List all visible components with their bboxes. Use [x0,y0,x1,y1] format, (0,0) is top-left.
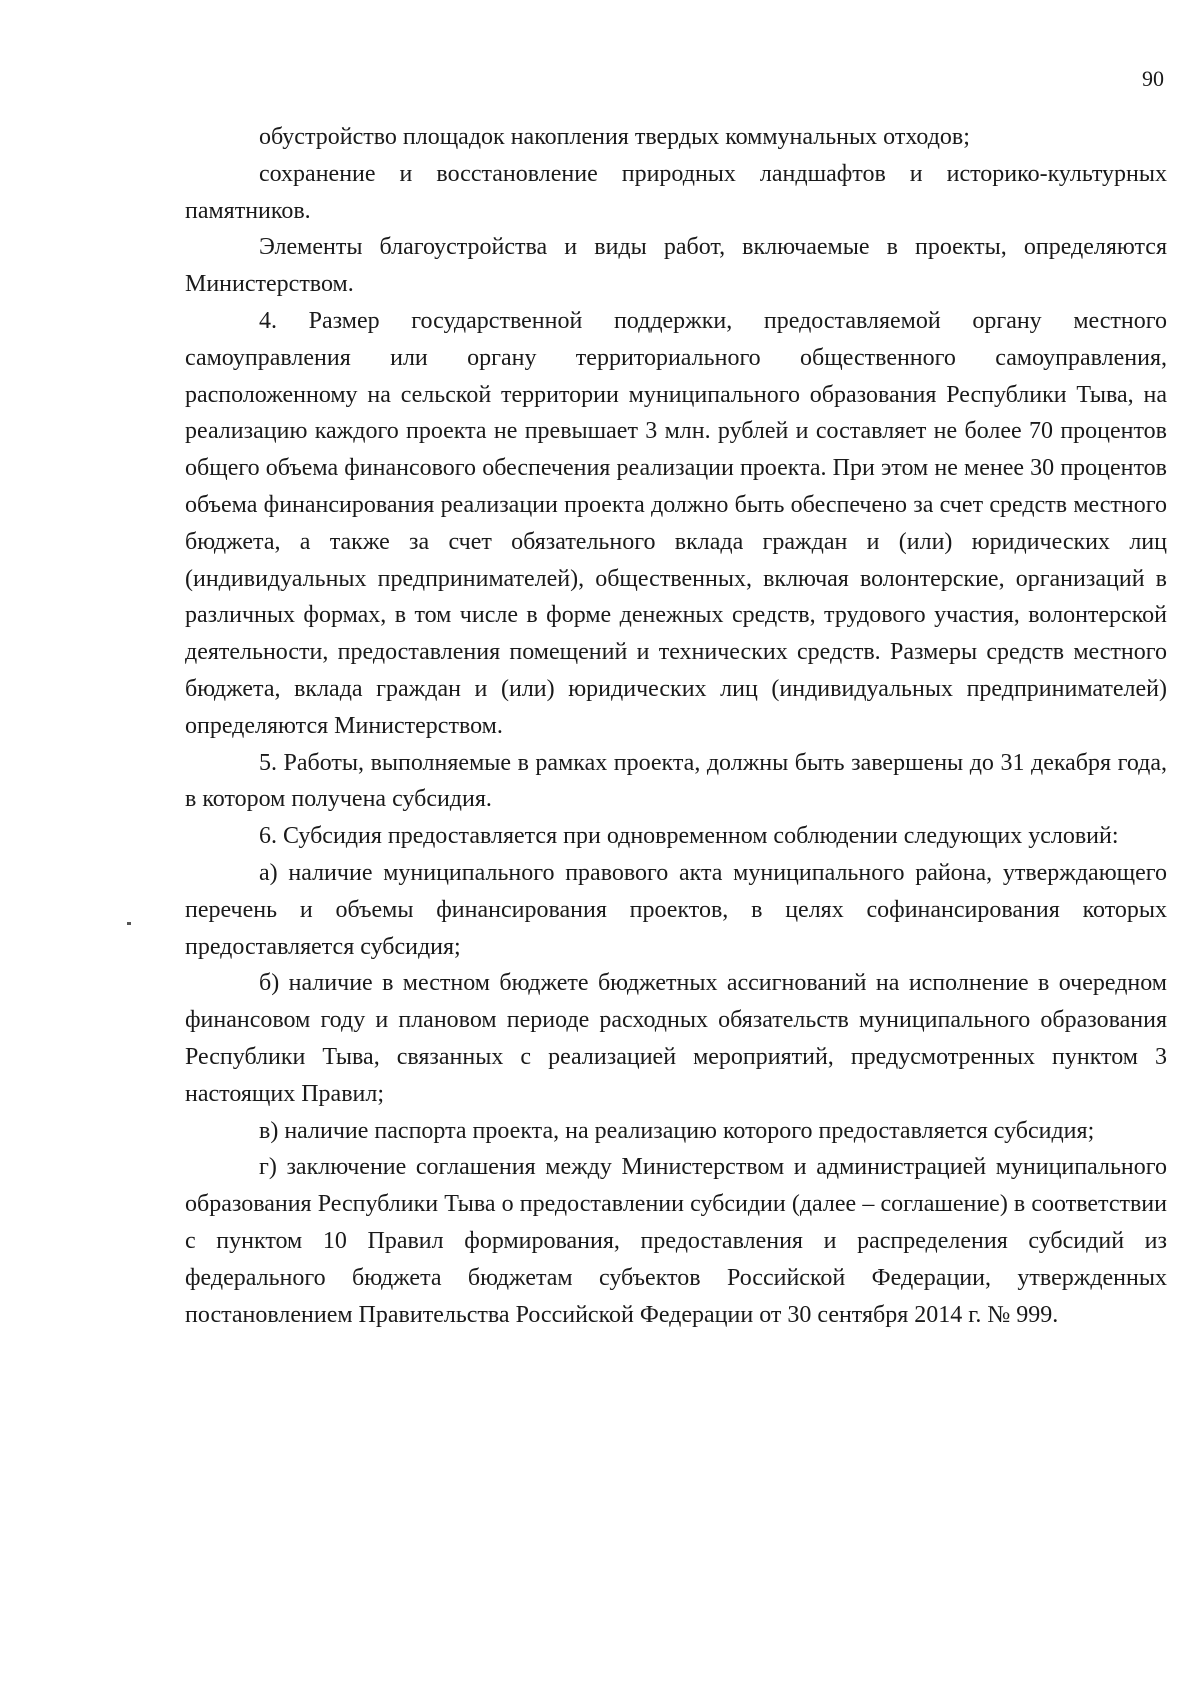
page-number: 90 [1142,66,1164,91]
paragraph-waste-sites: обустройство площадок накопления твердых коммунальных отходов; [259,124,970,150]
paragraph-condition-v: в) наличие паспорта проекта, на реализацию которого предоставляется субсидия; [259,1117,1095,1144]
paragraph-clause-4: 4. Размер государственной поддержки, предоставляемой органу местного самоуправления или органу территориального общественного самоуправления, расположенному на сельской территории муниципального образования Республики Тыва, на реализацию каждого проекта не превышает 3 млн. рублей и составляет не более 70 процентов общего объема финансового обеспечения реализации проекта. При этом не менее 30 процентов объема финансирования реализации проекта должно быть обеспечено за счет средств местного бюджета, а также за счет обязательного вклада граждан и (или) юридических лиц (индивидуальных предпринимателей), общественных, включая волонтерские, организаций в различных формах, в том числе в форме денежных средств, трудового участия, волонтерской деятельности, предоставления помещений и технических средств. Размеры средств местного бюджета, вклада граждан и (или) юридических лиц (индивидуальных предпринимателей) определяются Министерством. [185,307,1167,739]
paragraph-landscapes: сохранение и восстановление природных ландшафтов и историко-культурных памятников. [185,160,1167,224]
scan-artifact-mark [127,922,131,925]
paragraph-condition-g: г) заключение соглашения между Министерством и администрацией муниципального образования Республики Тыва о предоставлении субсидии (далее – соглашение) в соответствии с пунктом 10 Правил формирования, предоставления и распределения субсидий из федерального бюджета бюджетам субъектов Российской Федерации, утвержденных постановлением Правительства Российской Федерации от 30 сентября 2014 г. № 999. [185,1154,1167,1328]
document-body [185,119,1167,1333]
paragraph-clause-5: 5. Работы, выполняемые в рамках проекта, должны быть завершены до 31 декабря года, в котором получена субсидия. [185,749,1167,813]
paragraph-clause-6: 6. Субсидия предоставляется при одновременном соблюдении следующих условий: [259,823,1119,850]
paragraph-elements: Элементы благоустройства и виды работ, включаемые в проекты, определяются Министерством. [185,234,1167,298]
paragraph-condition-a: а) наличие муниципального правового акта муниципального района, утверждающего перечень и объемы финансирования проектов, в целях софинансирования которых предоставляется субсидия; [185,859,1167,960]
paragraph-condition-b: б) наличие в местном бюджете бюджетных ассигнований на исполнение в очередном финансовом году и плановом периоде расходных обязательств муниципального образования Республики Тыва, связанных с реализацией мероприятий, предусмотренных пунктом 3 настоящих Правил; [185,970,1167,1107]
